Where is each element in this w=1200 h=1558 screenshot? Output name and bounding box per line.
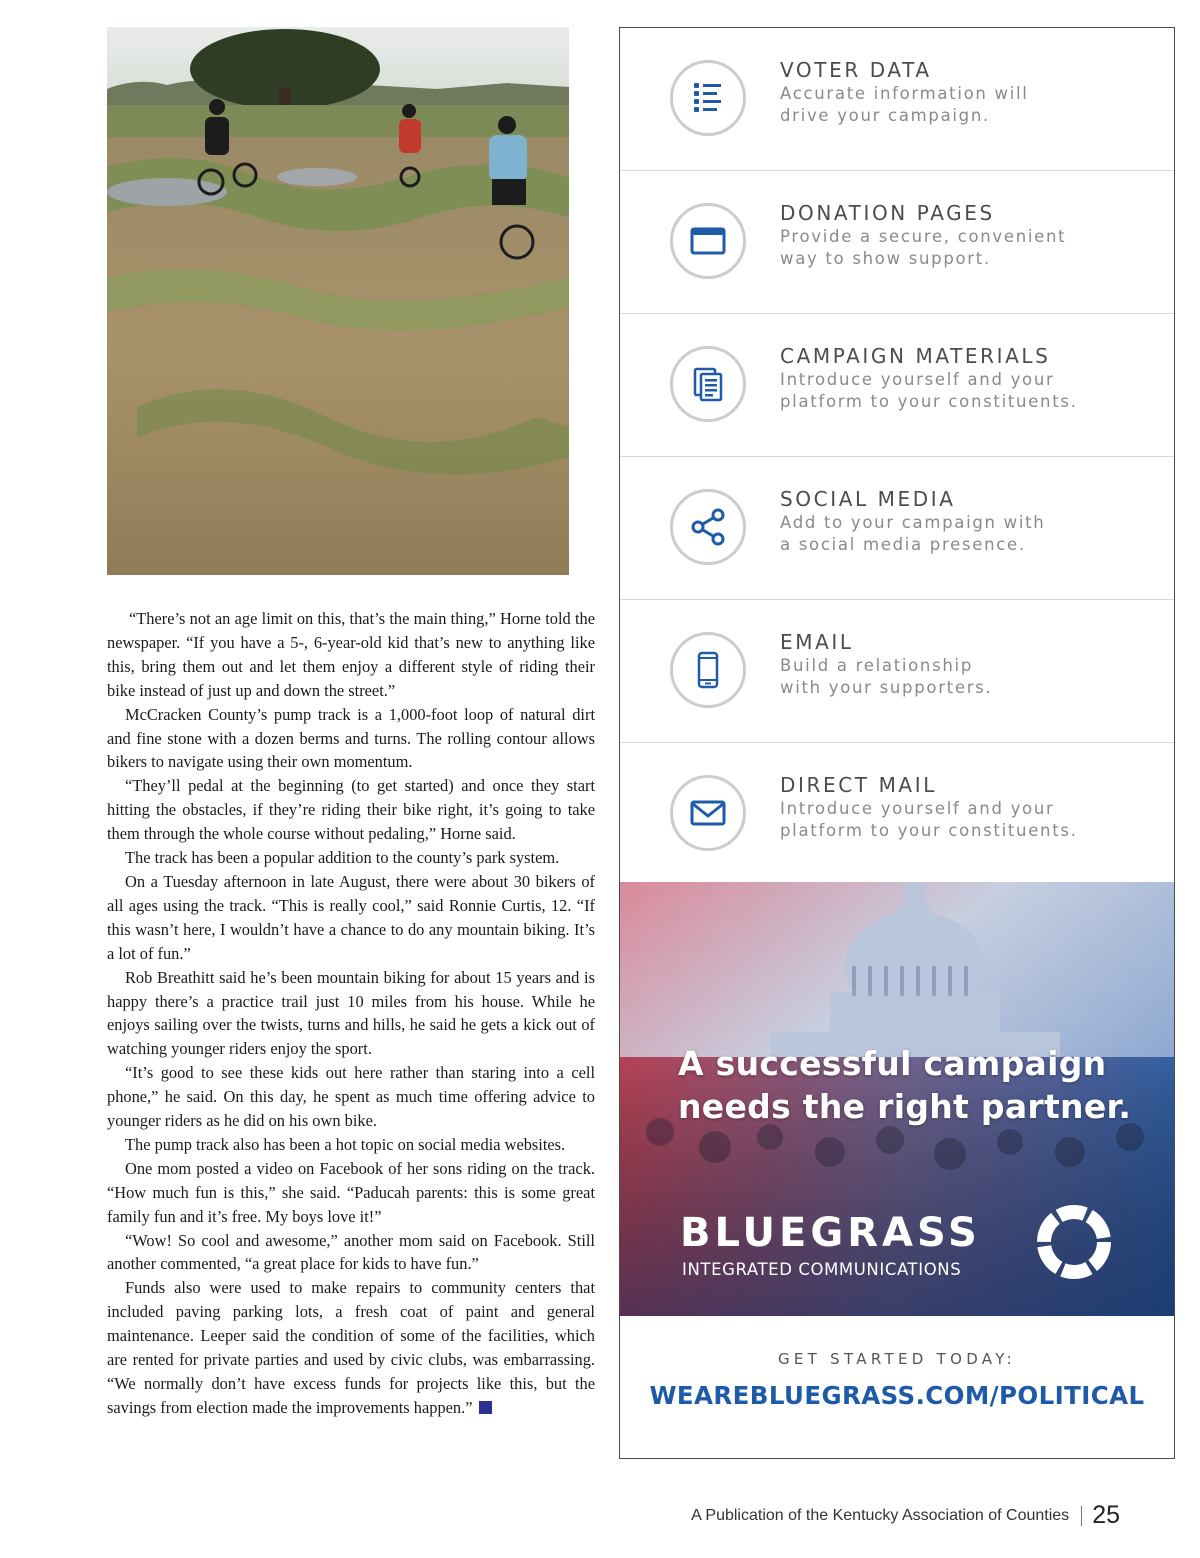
feature-description-line: Add to your campaign with <box>780 513 1046 532</box>
feature-email <box>620 600 1174 743</box>
documents-icon <box>670 346 746 422</box>
article-paragraph-text: Funds also were used to make repairs to community centers that included paving parking lots, a fresh coat of paint and general maintenance. Leeper said the condition of some of the facilities, which are rented for private parties and used by civic clubs, was embarrassing. “We normally don’t have excess funds for projects like this, but the savings from election made the improvements happen.” <box>107 1278 595 1417</box>
feature-description-line: platform to your constituents. <box>780 821 1078 840</box>
article-body <box>107 607 595 1420</box>
browser-window-icon <box>670 203 746 279</box>
article-paragraph: “It’s good to see these kids out here rather than staring into a cell phone,” he said. On this day, he spent as much time offering advice to younger riders as he did on his own bike. <box>107 1063 595 1131</box>
feature-donation-pages <box>620 171 1174 314</box>
feature-description-line: Accurate information will <box>780 84 1029 103</box>
feature-title: DIRECT MAIL <box>780 773 937 797</box>
article-last-paragraph <box>107 1276 595 1419</box>
page-footer <box>691 1501 1120 1530</box>
article-paragraph: “Wow! So cool and awesome,” another mom said on Facebook. Still another commented, “a great place for kids to have fun.” <box>107 1230 595 1274</box>
feature-social-media <box>620 457 1174 600</box>
ad-headline-line: needs the right partner. <box>678 1087 1132 1126</box>
feature-description-line: platform to your constituents. <box>780 392 1078 411</box>
feature-description-line: a social media presence. <box>780 535 1026 554</box>
article-paragraph: The track has been a popular addition to the county’s park system. <box>125 848 560 868</box>
brand-name: BLUEGRASS <box>680 1210 981 1256</box>
end-of-article-mark <box>479 1401 492 1414</box>
feature-title: SOCIAL MEDIA <box>780 487 956 511</box>
article-paragraph: “They’ll pedal at the beginning (to get started) and once they start hitting the obstacles, if they’re riding their bike right, it’s going to take them through the whole course without pedaling,” Horne said. <box>107 776 595 844</box>
feature-description <box>780 798 1160 842</box>
list-icon <box>670 60 746 136</box>
share-icon <box>670 489 746 565</box>
cta-label: GET STARTED TODAY: <box>777 1350 1017 1368</box>
feature-voter-data <box>620 28 1174 171</box>
feature-title: DONATION PAGES <box>780 201 995 225</box>
feature-description-line: Introduce yourself and your <box>780 370 1055 389</box>
bluegrass-ring-logo <box>1034 1202 1114 1282</box>
feature-description-line: Provide a secure, convenient <box>780 227 1067 246</box>
feature-description <box>780 369 1160 413</box>
publication-name: A Publication of the Kentucky Association of Counties <box>691 1506 1070 1524</box>
pump-track-photo <box>107 27 569 575</box>
feature-description-line: with your supporters. <box>780 678 993 697</box>
feature-description-line: Build a relationship <box>780 656 974 675</box>
feature-direct-mail <box>620 743 1174 886</box>
brand-subtitle: INTEGRATED COMMUNICATIONS <box>682 1260 962 1279</box>
feature-title: EMAIL <box>780 630 854 654</box>
capitol-hero-image <box>620 882 1174 1316</box>
article-paragraph: One mom posted a video on Facebook of her sons riding on the track. “How much fun is this,” she said. “Paducah parents: this is some great family fun and it’s free. My boys love it!” <box>107 1158 595 1226</box>
page-number: 25 <box>1092 1501 1120 1529</box>
feature-description-line: Introduce yourself and your <box>780 799 1055 818</box>
article-paragraph: McCracken County’s pump track is a 1,000-foot loop of natural dirt and fine stone with a dozen berms and turns. The rolling contour allows bikers to navigate using their own momentum. <box>107 704 595 772</box>
article-paragraph: On a Tuesday afternoon in late August, there were about 30 bikers of all ages using the track. “This is really cool,” said Ronnie Curtis, 12. “If this wasn’t here, I wouldn’t have a chance to do any mountain biking. It’s a lot of fun.” <box>107 871 595 963</box>
ad-headline-line: A successful campaign <box>678 1044 1107 1083</box>
article-paragraph: Rob Breathitt said he’s been mountain biking for about 15 years and is happy there’s a practice trail just 10 miles from his house. While he enjoys sailing over the twists, turns and hills, he said he gets a kick out of watching younger riders enjoy the sport. <box>107 967 595 1059</box>
article-paragraph: The pump track also has been a hot topic on social media websites. <box>125 1134 566 1154</box>
feature-description <box>780 512 1160 556</box>
feature-list <box>620 28 1174 883</box>
feature-description-line: drive your campaign. <box>780 106 990 125</box>
footer-divider <box>1081 1506 1082 1526</box>
feature-description <box>780 83 1160 127</box>
envelope-icon <box>670 775 746 851</box>
bluegrass-advertisement <box>619 27 1175 1459</box>
article-paragraph: “There’s not an age limit on this, that’s the main thing,” Horne told the newspaper. “If you have a 5-, 6-year-old kid that’s new to anything like this, bring them out and let them enjoy a different style of riding their bike instead of just up and down the street.” <box>107 609 595 700</box>
feature-title: CAMPAIGN MATERIALS <box>780 344 1051 368</box>
feature-campaign-materials <box>620 314 1174 457</box>
cta-url-link[interactable]: WEAREBLUEGRASS.COM/POLITICAL <box>649 1381 1145 1410</box>
ad-headline <box>678 1042 1158 1128</box>
feature-description <box>780 226 1160 270</box>
feature-description <box>780 655 1160 699</box>
feature-title: VOTER DATA <box>780 58 932 82</box>
feature-description-line: way to show support. <box>780 249 991 268</box>
phone-icon <box>670 632 746 708</box>
